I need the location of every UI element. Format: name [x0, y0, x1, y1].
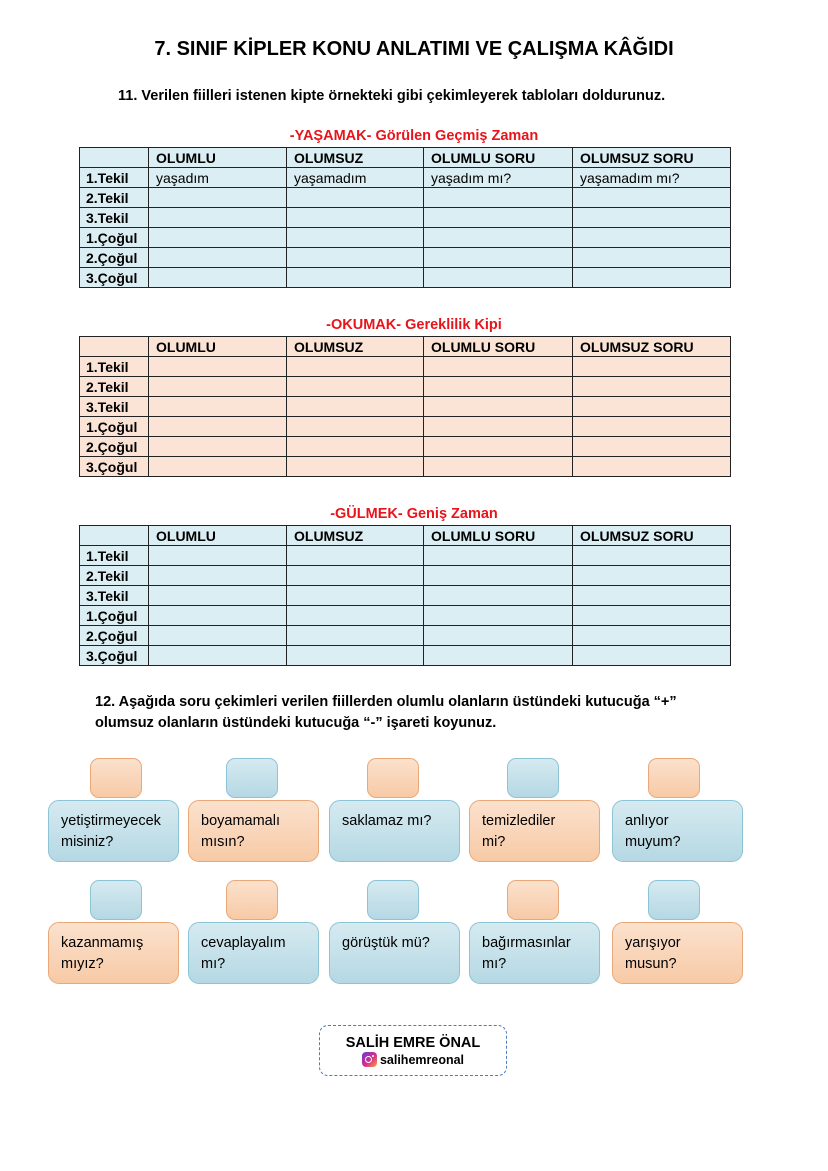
row-label: 1.Tekil: [80, 168, 149, 188]
answer-cell[interactable]: [149, 377, 287, 397]
answer-cell[interactable]: [287, 417, 424, 437]
answer-cell[interactable]: [149, 566, 287, 586]
row-label: 1.Tekil: [80, 357, 149, 377]
row-label: 3.Çoğul: [80, 646, 149, 666]
answer-cell[interactable]: [149, 248, 287, 268]
table-row: [80, 586, 731, 606]
example-cell: yaşamadım mı?: [573, 168, 731, 188]
verb-line-2: mi?: [482, 834, 506, 850]
answer-cell[interactable]: [573, 357, 731, 377]
table-okumak: [79, 336, 731, 477]
question-12: [95, 692, 677, 734]
row-label: 2.Tekil: [80, 188, 149, 208]
corner-cell: [80, 526, 149, 546]
verb-line-1: görüştük mü?: [342, 935, 430, 951]
table-2-title: -OKUMAK- Gereklilik Kipi: [326, 317, 502, 333]
verb-line-2: mıyız?: [61, 956, 104, 972]
verb-card: [469, 800, 600, 862]
answer-cell[interactable]: [149, 606, 287, 626]
answer-cell[interactable]: [424, 566, 573, 586]
author-handle-line: [320, 1052, 506, 1067]
table-3-title: -GÜLMEK- Geniş Zaman: [330, 506, 498, 522]
answer-cell[interactable]: [287, 377, 424, 397]
answer-box[interactable]: [90, 880, 142, 920]
answer-cell[interactable]: [424, 357, 573, 377]
answer-cell[interactable]: [573, 457, 731, 477]
table-row: [80, 168, 731, 188]
answer-box[interactable]: [367, 758, 419, 798]
verb-line-1: anlıyor: [625, 813, 669, 829]
answer-cell[interactable]: [149, 208, 287, 228]
verb-line-2: mısın?: [201, 834, 245, 850]
answer-cell[interactable]: [149, 437, 287, 457]
answer-cell[interactable]: [287, 437, 424, 457]
col-olumlu-soru: OLUMLU SORU: [424, 337, 573, 357]
corner-cell: [80, 337, 149, 357]
answer-cell[interactable]: [149, 646, 287, 666]
table-row: [80, 228, 731, 248]
answer-cell[interactable]: [424, 606, 573, 626]
answer-box[interactable]: [648, 758, 700, 798]
row-label: 2.Çoğul: [80, 248, 149, 268]
row-label: 2.Tekil: [80, 566, 149, 586]
answer-cell[interactable]: [424, 228, 573, 248]
table-1-title: -YAŞAMAK- Görülen Geçmiş Zaman: [289, 128, 539, 144]
table-row: [80, 566, 731, 586]
verb-line-1: temizlediler: [482, 813, 556, 829]
verb-line-2: mı?: [482, 956, 507, 972]
answer-cell[interactable]: [287, 357, 424, 377]
verb-card: [48, 800, 179, 862]
question-11: 11. Verilen fiilleri istenen kipte örnekteki gibi çekimleyerek tabloları doldurunuz.: [118, 88, 666, 104]
row-label: 3.Çoğul: [80, 268, 149, 288]
answer-cell[interactable]: [149, 586, 287, 606]
row-label: 1.Tekil: [80, 546, 149, 566]
answer-cell[interactable]: [287, 397, 424, 417]
answer-box[interactable]: [648, 880, 700, 920]
answer-cell[interactable]: [573, 208, 731, 228]
row-label: 1.Çoğul: [80, 228, 149, 248]
col-olumsuz: OLUMSUZ: [287, 526, 424, 546]
answer-cell[interactable]: [424, 546, 573, 566]
question-12-line-1: 12. Aşağıda soru çekimleri verilen fiillerden olumlu olanların üstündeki kutucuğa “+”: [95, 694, 677, 710]
answer-cell[interactable]: [287, 586, 424, 606]
verb-line-2: musun?: [625, 956, 677, 972]
answer-cell[interactable]: [149, 626, 287, 646]
col-olumsuz-soru: OLUMSUZ SORU: [573, 337, 731, 357]
answer-cell[interactable]: [149, 228, 287, 248]
answer-cell[interactable]: [424, 188, 573, 208]
answer-cell[interactable]: [573, 248, 731, 268]
answer-box[interactable]: [90, 758, 142, 798]
verb-line-1: cevaplayalım: [201, 935, 286, 951]
answer-cell[interactable]: [424, 417, 573, 437]
table-row: [80, 417, 731, 437]
table-row: [80, 397, 731, 417]
instagram-icon: [362, 1052, 377, 1067]
verb-line-1: yarışıyor: [625, 935, 681, 951]
answer-box[interactable]: [226, 880, 278, 920]
answer-cell[interactable]: [573, 566, 731, 586]
row-label: 3.Tekil: [80, 586, 149, 606]
table-row: [80, 188, 731, 208]
verb-card: [329, 922, 460, 984]
answer-cell[interactable]: [424, 626, 573, 646]
verb-card: [48, 922, 179, 984]
verb-line-1: saklamaz mı?: [342, 813, 432, 829]
table-row: [80, 437, 731, 457]
answer-cell[interactable]: [149, 188, 287, 208]
col-olumlu: OLUMLU: [149, 337, 287, 357]
answer-cell[interactable]: [573, 188, 731, 208]
answer-cell[interactable]: [287, 606, 424, 626]
answer-cell[interactable]: [287, 546, 424, 566]
verb-card: [188, 800, 319, 862]
table-row: [80, 377, 731, 397]
answer-cell[interactable]: [149, 546, 287, 566]
answer-cell[interactable]: [287, 228, 424, 248]
answer-cell[interactable]: [287, 566, 424, 586]
verb-line-1: bağırmasınlar: [482, 935, 571, 951]
answer-cell[interactable]: [149, 457, 287, 477]
row-label: 1.Çoğul: [80, 417, 149, 437]
col-olumlu: OLUMLU: [149, 148, 287, 168]
answer-cell[interactable]: [149, 357, 287, 377]
answer-cell[interactable]: [424, 268, 573, 288]
author-signature: [319, 1025, 507, 1076]
row-label: 2.Tekil: [80, 377, 149, 397]
verb-line-1: kazanmamış: [61, 935, 144, 951]
table-row: [80, 208, 731, 228]
answer-cell[interactable]: [424, 377, 573, 397]
answer-cell[interactable]: [573, 546, 731, 566]
table-header-row: [80, 148, 731, 168]
row-label: 2.Çoğul: [80, 626, 149, 646]
verb-line-1: yetiştirmeyecek: [61, 813, 161, 829]
col-olumlu-soru: OLUMLU SORU: [424, 148, 573, 168]
answer-cell[interactable]: [424, 437, 573, 457]
answer-cell[interactable]: [573, 268, 731, 288]
verb-line-2: muyum?: [625, 834, 681, 850]
answer-cell[interactable]: [424, 397, 573, 417]
table-row: [80, 268, 731, 288]
table-row: [80, 357, 731, 377]
table-header-row: [80, 337, 731, 357]
verb-card: [329, 800, 460, 862]
col-olumsuz-soru: OLUMSUZ SORU: [573, 526, 731, 546]
table-yasamak: [79, 147, 731, 288]
answer-cell[interactable]: [424, 248, 573, 268]
page-title: 7. SINIF KİPLER KONU ANLATIMI VE ÇALIŞMA KÂĞIDI: [154, 38, 674, 60]
answer-cell[interactable]: [287, 188, 424, 208]
answer-cell[interactable]: [573, 606, 731, 626]
verb-line-1: boyamamalı: [201, 813, 280, 829]
answer-cell[interactable]: [573, 228, 731, 248]
row-label: 3.Tekil: [80, 208, 149, 228]
table-row: [80, 546, 731, 566]
row-label: 3.Çoğul: [80, 457, 149, 477]
answer-cell[interactable]: [573, 586, 731, 606]
answer-cell[interactable]: [573, 626, 731, 646]
answer-cell[interactable]: [424, 646, 573, 666]
verb-card: [612, 800, 743, 862]
author-name: SALİH EMRE ÖNAL: [345, 1035, 481, 1051]
row-label: 3.Tekil: [80, 397, 149, 417]
answer-cell[interactable]: [149, 417, 287, 437]
author-handle[interactable]: salihemreonal: [379, 1053, 465, 1067]
verb-line-2: mı?: [201, 956, 226, 972]
answer-cell[interactable]: [424, 208, 573, 228]
table-row: [80, 457, 731, 477]
answer-cell[interactable]: [573, 377, 731, 397]
example-cell: yaşadım: [149, 168, 287, 188]
answer-cell[interactable]: [149, 268, 287, 288]
verb-card: [188, 922, 319, 984]
question-12-line-2: olumsuz olanların üstündeki kutucuğa “-” işareti koyunuz.: [95, 715, 497, 731]
answer-cell[interactable]: [287, 268, 424, 288]
row-label: 2.Çoğul: [80, 437, 149, 457]
answer-box[interactable]: [507, 758, 559, 798]
answer-cell[interactable]: [573, 646, 731, 666]
table-row: [80, 248, 731, 268]
col-olumsuz: OLUMSUZ: [287, 148, 424, 168]
answer-cell[interactable]: [424, 586, 573, 606]
row-label: 1.Çoğul: [80, 606, 149, 626]
answer-cell[interactable]: [573, 417, 731, 437]
corner-cell: [80, 148, 149, 168]
answer-cell[interactable]: [149, 397, 287, 417]
answer-cell[interactable]: [287, 626, 424, 646]
answer-cell[interactable]: [573, 437, 731, 457]
answer-cell[interactable]: [573, 397, 731, 417]
col-olumlu: OLUMLU: [149, 526, 287, 546]
verb-card: [612, 922, 743, 984]
table-header-row: [80, 526, 731, 546]
answer-cell[interactable]: [287, 457, 424, 477]
col-olumlu-soru: OLUMLU SORU: [424, 526, 573, 546]
answer-box[interactable]: [367, 880, 419, 920]
example-cell: yaşadım mı?: [424, 168, 573, 188]
answer-cell[interactable]: [287, 248, 424, 268]
answer-cell[interactable]: [424, 457, 573, 477]
answer-cell[interactable]: [287, 646, 424, 666]
verb-card: [469, 922, 600, 984]
table-row: [80, 626, 731, 646]
table-gulmek: [79, 525, 731, 666]
example-cell: yaşamadım: [287, 168, 424, 188]
table-row: [80, 606, 731, 626]
answer-box[interactable]: [226, 758, 278, 798]
verb-line-2: misiniz?: [61, 834, 114, 850]
col-olumsuz-soru: OLUMSUZ SORU: [573, 148, 731, 168]
answer-box[interactable]: [507, 880, 559, 920]
col-olumsuz: OLUMSUZ: [287, 337, 424, 357]
table-row: [80, 646, 731, 666]
answer-cell[interactable]: [287, 208, 424, 228]
